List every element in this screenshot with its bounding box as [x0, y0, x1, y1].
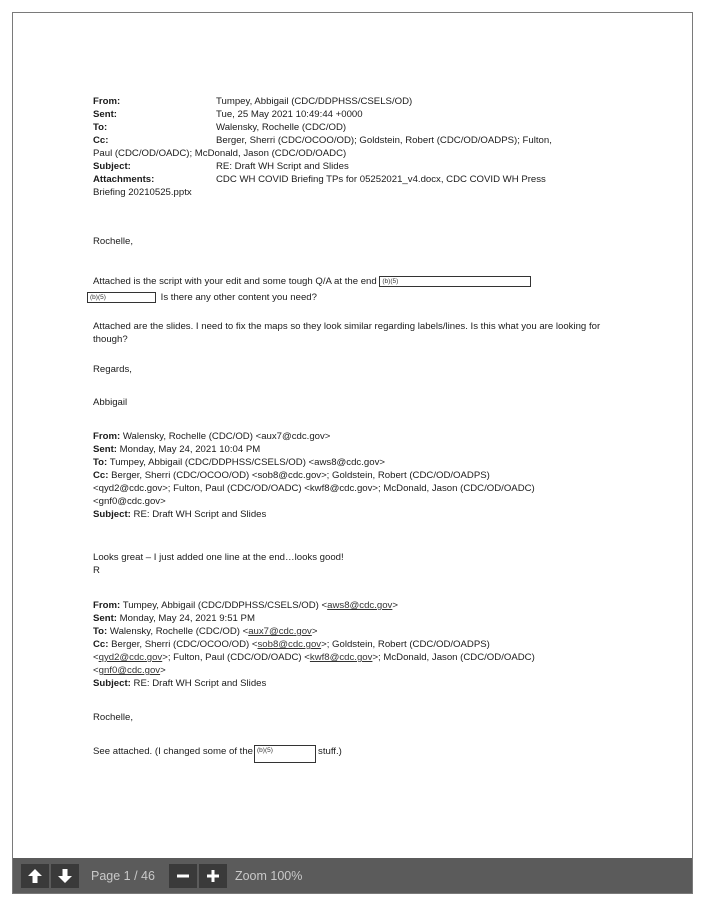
reply2-greeting: Rochelle,: [93, 712, 133, 723]
reply1-cc: Cc: Berger, Sherri (CDC/OCOO/OD) <sob8@cdc.gov>; Goldstein, Robert (CDC/OD/OADPS): [93, 470, 490, 481]
email-link[interactable]: sob8@cdc.gov: [257, 639, 322, 650]
reply1-from: From: Walensky, Rochelle (CDC/OD) <aux7@cdc.gov>: [93, 431, 331, 442]
document-viewer: [12, 12, 693, 894]
email-link[interactable]: aux7@cdc.gov: [248, 626, 312, 637]
redaction-box: (b)(5): [87, 292, 156, 303]
page-indicator: Page 1 / 46: [91, 868, 155, 883]
reply1-to: To: Tumpey, Abbigail (CDC/DDPHSS/CSELS/OD) <aws8@cdc.gov>: [93, 457, 385, 468]
reply2-cc-continued-2: <gnf0@cdc.gov>: [93, 665, 166, 676]
reply2-subject: Subject: RE: Draft WH Script and Slides: [93, 678, 267, 689]
arrow-up-icon: [27, 868, 43, 884]
reply2-sent: Sent: Monday, May 24, 2021 9:51 PM: [93, 613, 255, 624]
document-page: From: Tumpey, Abbigail (CDC/DDPHSS/CSELS/OD) Sent: Tue, 25 May 2021 10:49:44 +0000 To: Walensky, Rochelle (CDC/OD) Cc: Berger, Sherri (CDC/OCOO/OD); Goldstein, Robert (CDC/OD/OADPS); Fulton, Paul (CDC/OD/OADC); McDonald, Jason (CDC/OD/OADC) Subject: RE: Draft WH Script and Slides Attachments: CDC WH COVID Briefing TPs for 05252021_v4.docx, CDC COVID WH Press Briefing 20210525.pptx Rochelle, Attached is the script with your edit and some tough Q/A at the end (b)(5) (b)(5) Is there any other content you need? Attached are the slides. I need to fix the maps so they look similar regarding labels/lines. Is this what you are looking for though? Regards, Abbigail From: Walensky, Rochelle (CDC/OD) <aux7@cdc.gov> Sent: Monday, May 24, 2021 10:04 PM To: Tumpey, Abbigail (CDC/DDPHSS/CSELS/OD) <aws8@cdc.gov> Cc: Berger, Sherri (CDC/OCOO/OD) <sob8@cdc.gov>; Goldstein, Robert (CDC/OD/OADPS) <qyd2@cdc.gov>; Fulton, Paul (CDC/OD/OADC) <kwf8@cdc.gov>; McDonald, Jason (CDC/OD/OADC) <gnf0@cdc.gov> Subject: RE: Draft WH Script and Slides Looks great – I just added one line at the end…looks good! R From: Tumpey, Abbigail (CDC/DDPHSS/CSELS/OD) <aws8@cdc.gov> Sent: Monday, May 24, 2021 9:51 PM To: Walensky, Rochelle (CDC/OD) <aux7@cdc.gov> Cc: Berger, Sherri (CDC/OCOO/OD) <sob8@cdc.gov>; Goldstein, Robert (CDC/OD/OADPS) <qyd2@cdc.gov>; Fulton, Paul (CDC/OD/OADC) <kwf8@cdc.gov>; McDonald, Jason (CDC/OD/OADC) <gnf0@cdc.gov> Subject: RE: Draft WH Script and Slides Rochelle, See attached. (I changed some of the (b)(5) stuff.): [13, 13, 692, 858]
next-page-button[interactable]: [51, 864, 79, 888]
reply1-sent: Sent: Monday, May 24, 2021 10:04 PM: [93, 444, 261, 455]
reply2-cc: Cc: Berger, Sherri (CDC/OCOO/OD) <sob8@cdc.gov>; Goldstein, Robert (CDC/OD/OADPS): [93, 639, 490, 650]
body-paragraph-1-line-1: Attached is the script with your edit and some tough Q/A at the end (b)(5): [93, 275, 633, 288]
body-paragraph-1-line-2: (b)(5) Is there any other content you need?: [87, 291, 627, 304]
email-link[interactable]: qyd2@cdc.gov: [98, 652, 163, 663]
redaction-box: (b)(5): [379, 276, 531, 287]
reply2-from: From: Tumpey, Abbigail (CDC/DDPHSS/CSELS/OD) <aws8@cdc.gov>: [93, 600, 398, 611]
reply1-cc-continued-2: <gnf0@cdc.gov>: [93, 496, 166, 507]
zoom-in-button[interactable]: [199, 864, 227, 888]
plus-icon: [206, 869, 220, 883]
email-link[interactable]: aws8@cdc.gov: [327, 600, 393, 611]
reply1-cc-continued: <qyd2@cdc.gov>; Fulton, Paul (CDC/OD/OADC) <kwf8@cdc.gov>; McDonald, Jason (CDC/OD/OADC): [93, 483, 535, 494]
reply2-to: To: Walensky, Rochelle (CDC/OD) <aux7@cdc.gov>: [93, 626, 318, 637]
email-link[interactable]: gnf0@cdc.gov: [98, 665, 161, 676]
zoom-level: Zoom 100%: [234, 868, 303, 883]
body-paragraph-2: Attached are the slides. I need to fix the maps so they look similar regarding labels/lines. Is this what you are looking for though?: [93, 321, 601, 345]
closing: Regards,: [93, 364, 132, 375]
redaction-box: (b)(5): [254, 745, 316, 763]
minus-icon: [176, 869, 190, 883]
reply2-body: See attached. (I changed some of the (b)(5) stuff.): [93, 745, 633, 763]
reply2-cc-continued: <qyd2@cdc.gov>; Fulton, Paul (CDC/OD/OADC) <kwf8@cdc.gov>; McDonald, Jason (CDC/OD/OADC): [93, 652, 535, 663]
reply1-subject: Subject: RE: Draft WH Script and Slides: [93, 509, 267, 520]
previous-page-button[interactable]: [21, 864, 49, 888]
reply1-body-line-1: Looks great – I just added one line at the end…looks good!: [93, 552, 344, 563]
signature: Abbigail: [93, 397, 128, 408]
greeting: Rochelle,: [93, 236, 133, 247]
email-link[interactable]: kwf8@cdc.gov: [309, 652, 373, 663]
arrow-down-icon: [57, 868, 73, 884]
viewer-toolbar: [13, 858, 692, 893]
zoom-out-button[interactable]: [169, 864, 197, 888]
reply1-body-line-2: R: [93, 565, 100, 576]
